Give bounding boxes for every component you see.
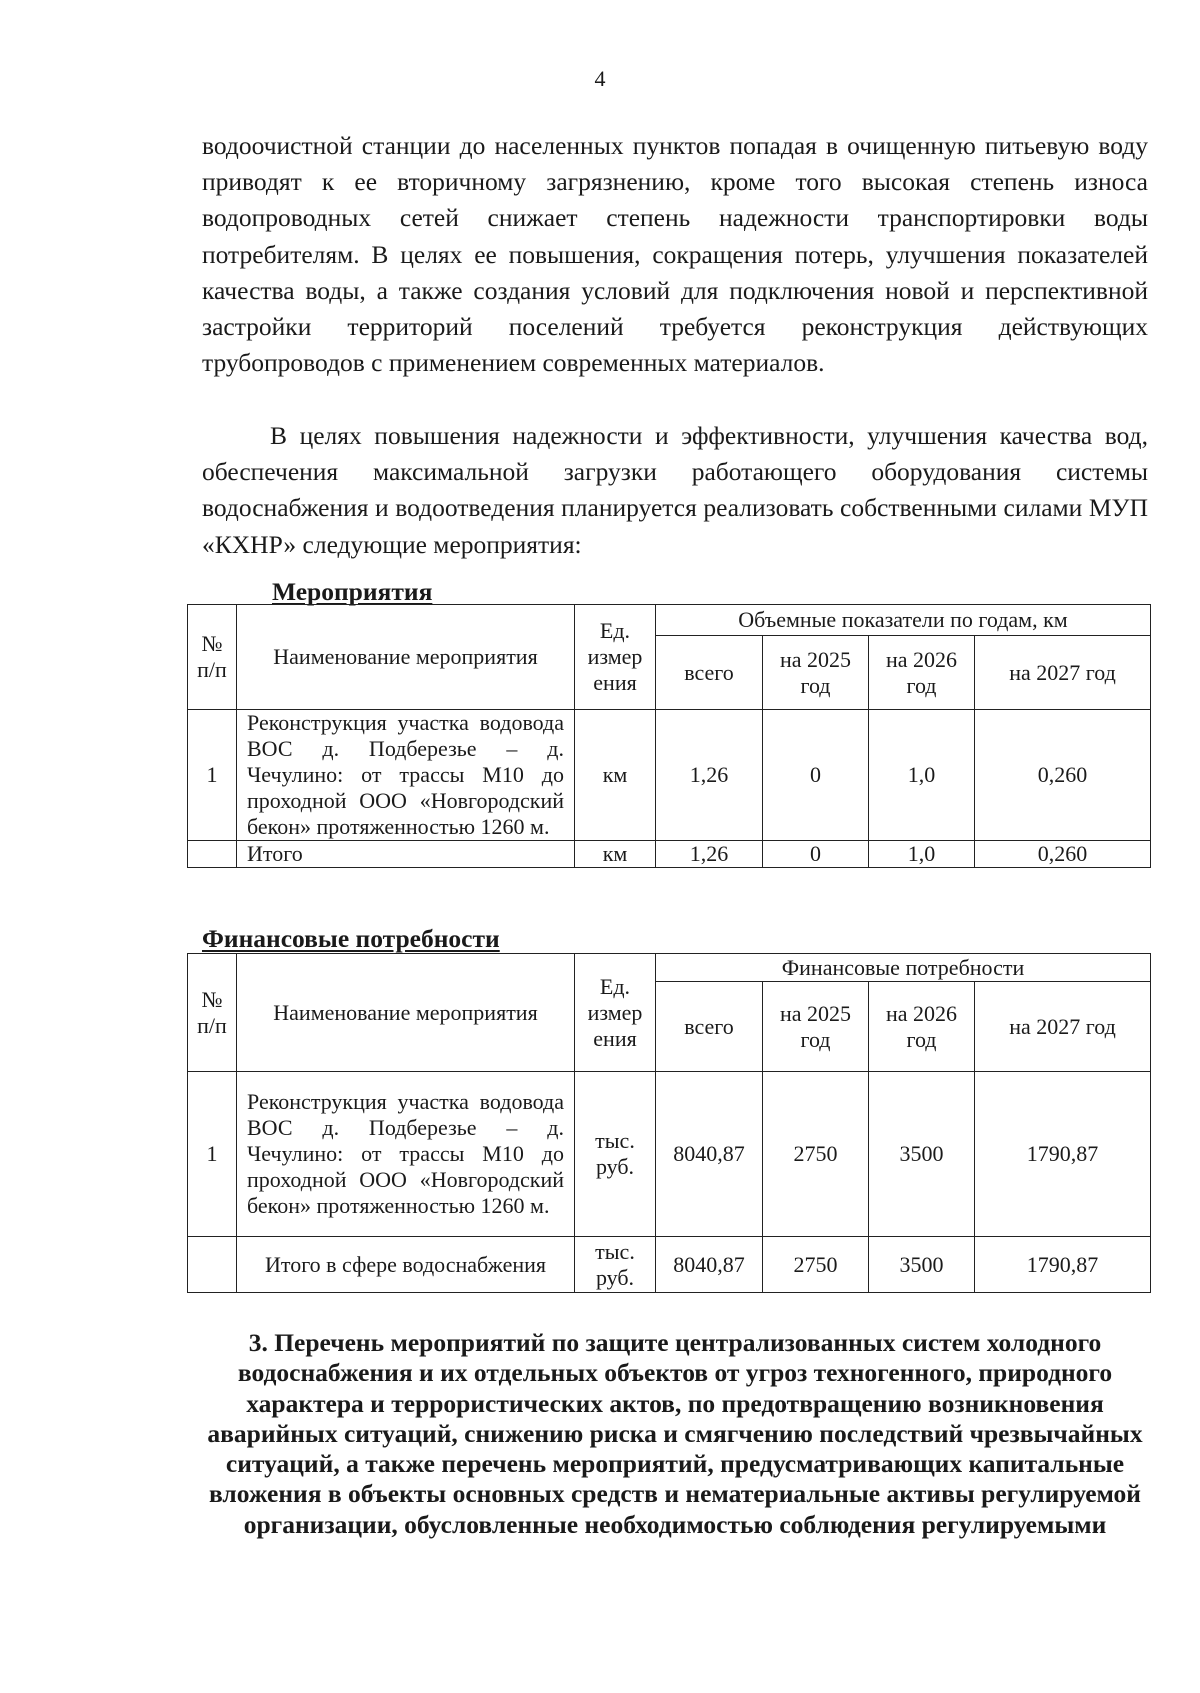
total-row <box>188 841 1151 868</box>
header-name: Наименование мероприятия <box>237 954 575 1072</box>
total-total: 1,26 <box>656 841 763 868</box>
header-2027: на 2027 год <box>975 982 1151 1072</box>
row-total: 1,26 <box>656 710 763 841</box>
total-label: Итого в сфере водоснабжения <box>237 1237 575 1293</box>
header-volume-group: Объемные показатели по годам, км <box>656 605 1151 636</box>
header-finance-group: Финансовые потребности <box>656 954 1151 982</box>
row-name: Реконструкция участка водовода ВОС д. Подберезье – д. Чечулино: от трассы М10 до проходной ООО «Новгородский бекон» протяженностью 1260 м. <box>237 710 575 841</box>
total-2027: 0,260 <box>975 841 1151 868</box>
row-unit: км <box>575 710 656 841</box>
header-2025: на 2025 год <box>763 636 869 710</box>
measures-table <box>187 604 1151 868</box>
header-total: всего <box>656 636 763 710</box>
finance-table <box>187 953 1151 1293</box>
total-2027: 1790,87 <box>975 1237 1151 1293</box>
row-unit: тыс. руб. <box>575 1072 656 1237</box>
row-2025: 0 <box>763 710 869 841</box>
total-2026: 3500 <box>869 1237 975 1293</box>
row-2025: 2750 <box>763 1072 869 1237</box>
paragraph-intro: водоочистной станции до населенных пунктов попадая в очищенную питьевую воду приводят к ее вторичному загрязнению, кроме того высокая степень износа водопроводных сетей снижает степень надежности транспортировки воды потребителям. В целях ее повышения, сокращения потерь, улучшения показателей качества воды, а также создания условий для подключения новой и перспективной застройки территорий поселений требуется реконструкция действующих трубопроводов с применением современных материалов. <box>202 131 1148 378</box>
row-2026: 1,0 <box>869 710 975 841</box>
table-title-measures: Мероприятия <box>272 577 433 606</box>
row-2027: 0,260 <box>975 710 1151 841</box>
header-name: Наименование мероприятия <box>237 605 575 710</box>
table-row <box>188 1072 1151 1237</box>
header-unit: Ед. измер ения <box>575 954 656 1072</box>
paragraph-plans: В целях повышения надежности и эффективности, улучшения качества вод, обеспечения максимальной загрузки работающего оборудования системы водоснабжения и водоотведения планируется реализовать собственными силами МУП «КХНР» следующие мероприятия: <box>202 421 1148 559</box>
header-2025: на 2025 год <box>763 982 869 1072</box>
header-total: всего <box>656 982 763 1072</box>
total-row <box>188 1237 1151 1293</box>
table-title-finance: Финансовые потребности <box>202 924 500 953</box>
total-number <box>188 841 237 868</box>
row-name: Реконструкция участка водовода ВОС д. Подберезье – д. Чечулино: от трассы М10 до проходной ООО «Новгородский бекон» протяженностью 1260 м. <box>237 1072 575 1237</box>
total-unit: км <box>575 841 656 868</box>
row-number: 1 <box>188 1072 237 1237</box>
header-number: № п/п <box>188 954 237 1072</box>
row-number: 1 <box>188 710 237 841</box>
header-2026: на 2026 год <box>869 636 975 710</box>
page-number: 4 <box>594 66 606 91</box>
total-2025: 0 <box>763 841 869 868</box>
total-2025: 2750 <box>763 1237 869 1293</box>
table-row <box>188 710 1151 841</box>
header-unit: Ед. измер ения <box>575 605 656 710</box>
row-2026: 3500 <box>869 1072 975 1237</box>
total-total: 8040,87 <box>656 1237 763 1293</box>
header-2026: на 2026 год <box>869 982 975 1072</box>
total-label: Итого <box>237 841 575 868</box>
total-2026: 1,0 <box>869 841 975 868</box>
row-2027: 1790,87 <box>975 1072 1151 1237</box>
section-3-heading: 3. Перечень мероприятий по защите централизованных систем холодного водоснабжения и их отдельных объектов от угроз техногенного, природного характера и террористических актов, по предотвращению возникновения аварийных ситуаций, снижению риска и смягчению последствий чрезвычайных ситуаций, а также перечень мероприятий, предусматривающих капитальные вложения в объекты основных средств и нематериальные активы регулируемой организации, обусловленные необходимостью соблюдения регулируемыми <box>207 1328 1143 1539</box>
total-unit: тыс. руб. <box>575 1237 656 1293</box>
header-2027: на 2027 год <box>975 636 1151 710</box>
header-number: № п/п <box>188 605 237 710</box>
total-number <box>188 1237 237 1293</box>
row-total: 8040,87 <box>656 1072 763 1237</box>
